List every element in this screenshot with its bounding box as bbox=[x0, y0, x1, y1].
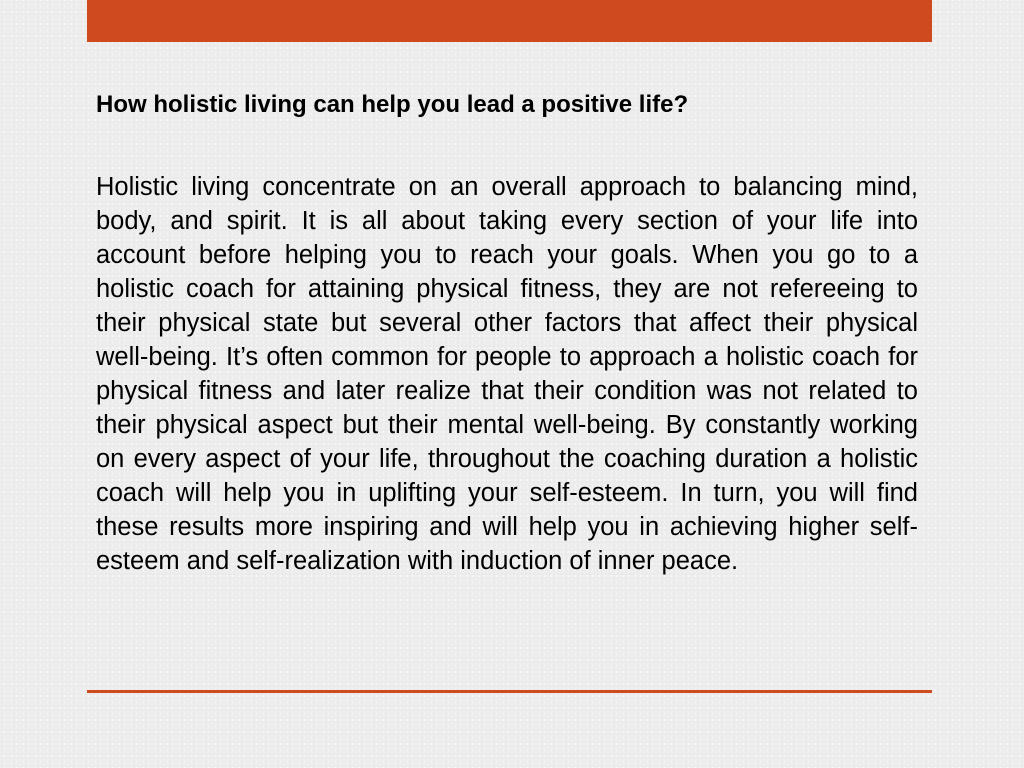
header-accent-bar bbox=[87, 0, 932, 42]
footer-divider bbox=[87, 690, 932, 693]
slide-body-text: Holistic living concentrate on an overall approach to balancing mind, body, and spirit. It is all about taking every section of your life into account before helping you to reach your goals. When you go to a holistic coach for attaining physical fitness, they are not refereeing to their physical state but several other factors that affect their physical well-being. It’s often common for people to approach a holistic coach for physical fitness and later realize that their condition was not related to their physical aspect but their mental well-being. By constantly working on every aspect of your life, throughout the coaching duration a holistic coach will help you in uplifting your self-esteem. In turn, you will find these results more inspiring and will help you in achieving higher self-esteem and self-realization with induction of inner peace. bbox=[96, 173, 918, 575]
slide-title: How holistic living can help you lead a positive life? bbox=[96, 91, 689, 118]
